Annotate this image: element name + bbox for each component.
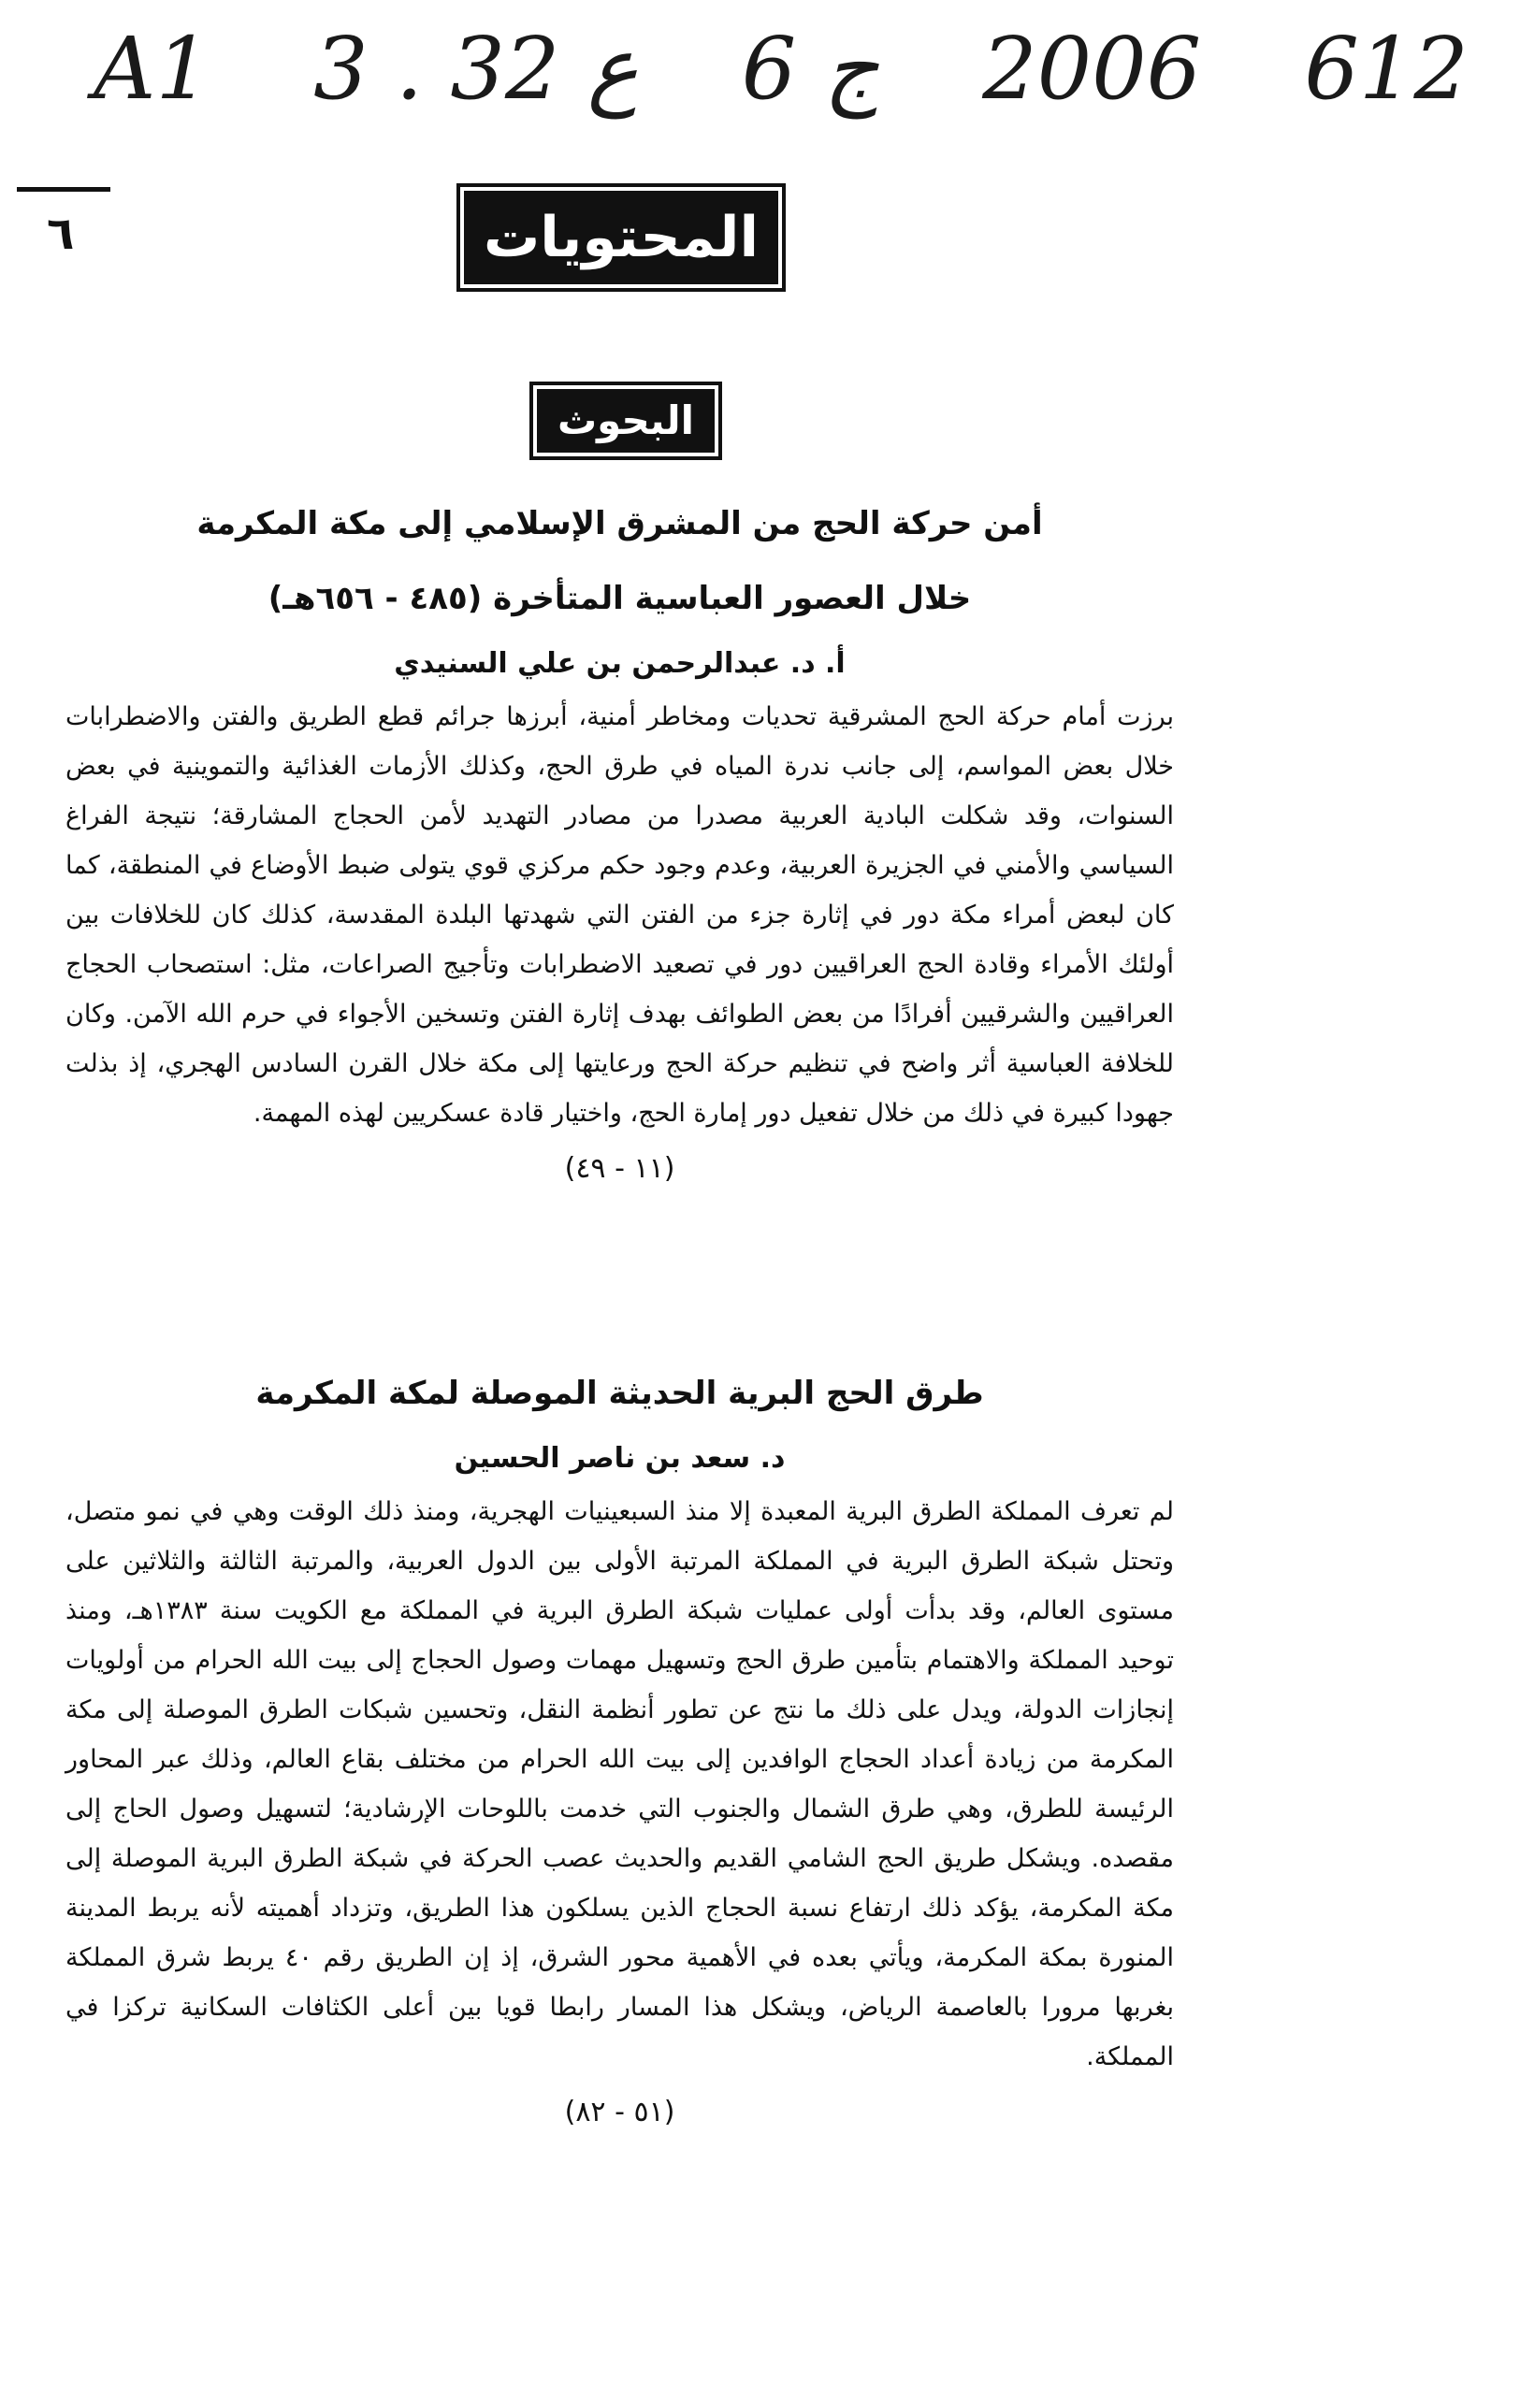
article-author: أ. د. عبدالرحمن بن علي السنيدي	[394, 647, 846, 680]
article-page-range: (١١ - ٤٩)	[564, 1152, 675, 1185]
article-author: د. سعد بن ناصر الحسين	[454, 1442, 786, 1475]
handwritten-note-2: 3 . ع 32	[313, 18, 639, 119]
handwritten-note-5: 612	[1304, 18, 1469, 119]
handwritten-note-1: A1	[94, 18, 210, 119]
handwritten-note-4: 2006	[982, 18, 1202, 119]
page-number-rule	[17, 187, 110, 192]
contents-banner: المحتويات	[460, 187, 782, 288]
handwritten-annotation	[94, 17, 1469, 120]
research-banner: البحوث	[533, 385, 718, 456]
article-title-line-1: أمن حركة الحج من المشرق الإسلامي إلى مكة المكرمة	[196, 505, 1043, 542]
article-abstract: برزت أمام حركة الحج المشرقية تحديات ومخاطر أمنية، أبرزها جرائم قطع الطريق والفتن والاضطرابات خلال بعض المواسم، إلى جانب ندرة المياه في طرق الحج، وكذلك الأزمات الغذائية والتموينية في بعض السنوات، وقد شكلت البادية العربية مصدرا من مصادر التهديد لأمن الحجاج المشارقة؛ نتيجة الفراغ السياسي والأمني في الجزيرة العربية، وعدم وجود حكم مركزي قوي يتولى ضبط الأوضاع في المنطقة، كما كان لبعض أمراء مكة دور في إثارة جزء من الفتن التي شهدتها البلدة المقدسة، كذلك كان للخلافات بين أولئك الأمراء وقادة الحج العراقيين دور في تصعيد الاضطرابات وتأجيج الصراعات، مثل: استصحاب الحجاج العراقيين والشرقيين أفرادًا من بعض الطوائف بهدف إثارة الفتن وتسخين الأجواء في حرم الله الآمن. وكان للخلافة العباسية أثر واضح في تنظيم حركة الحج ورعايتها إلى مكة خلال القرن السادس الهجري، إذ بذلت جهودا كبيرة في ذلك من خلال تفعيل دور إمارة الحج، واختيار قادة عسكريين لهذه المهمة.	[65, 702, 1174, 1128]
article-abstract: لم تعرف المملكة الطرق البرية المعبدة إلا منذ السبعينيات الهجرية، ومنذ ذلك الوقت وهي في نمو متصل، وتحتل شبكة الطرق البرية في المملكة المرتبة الأولى بين الدول العربية، والمرتبة الثالثة والثلاثين على مستوى العالم، وقد بدأت أولى عمليات شبكة الطرق البرية في المملكة مع الكويت سنة ١٣٨٣هـ، ومنذ توحيد المملكة والاهتمام بتأمين طرق الحج وتسهيل مهمات وصول الحجاج إلى بيت الله الحرام من أولويات إنجازات الدولة، ويدل على ذلك ما نتج عن تطور أنظمة النقل، وتحسين شبكات الطرق الموصلة إلى مكة المكرمة من زيادة أعداد الحجاج الوافدين إلى بيت الله الحرام من مختلف بقاع العالم، وذلك عبر المحاور الرئيسة للطرق، وهي طرق الشمال والجنوب التي خدمت باللوحات الإرشادية؛ لتسهيل وصول الحاج إلى مقصده. ويشكل طريق الحج الشامي القديم والحديث عصب الحركة في شبكة الطرق البرية الموصلة إلى مكة المكرمة، يؤكد ذلك ارتفاع نسبة الحجاج الذين يسلكون هذا الطريق، وتزداد أهميته لأنه يربط المدينة المنورة بمكة المكرمة، ويأتي بعده في الأهمية محور الشرق، إذ إن الطريق رقم ٤٠ يربط شرق المملكة بغربها مرورا بالعاصمة الرياض، ويشكل هذا المسار رابطا قويا بين أعلى الكثافات السكانية تركزا في المملكة.	[65, 1497, 1174, 2071]
article-title-line-2: خلال العصور العباسية المتأخرة (٤٨٥ - ٦٥٦هـ)	[268, 580, 972, 617]
page-number: ٦	[47, 208, 75, 260]
article-page-range: (٥١ - ٨٢)	[564, 2096, 675, 2128]
handwritten-note-3: ج 6	[741, 18, 879, 119]
article-2	[65, 1356, 1174, 2138]
article-1	[65, 486, 1174, 1194]
article-title: طرق الحج البرية الحديثة الموصلة لمكة المكرمة	[255, 1375, 984, 1412]
